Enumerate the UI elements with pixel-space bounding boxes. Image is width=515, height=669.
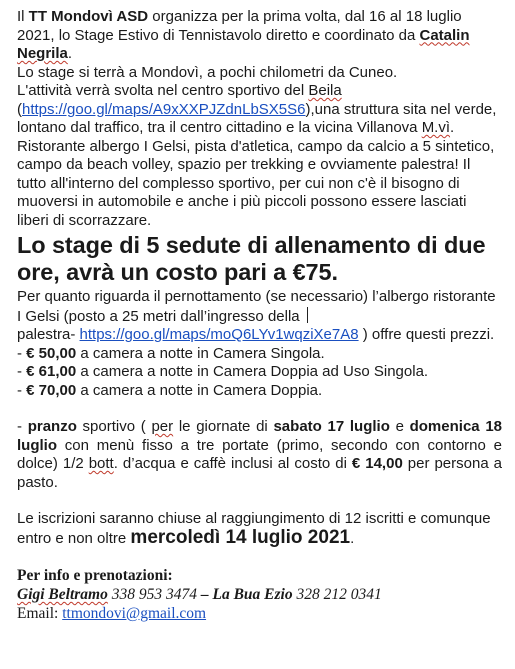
lunch-text: sportivo ( xyxy=(76,418,152,435)
lunch-text: per persona a pasto. xyxy=(17,455,503,491)
venue-name: Beila xyxy=(308,82,342,99)
bullet-dash: - xyxy=(17,381,27,399)
lunch-day: domenica 18 luglio xyxy=(17,418,503,454)
price-text: a camera a notte in Camera Doppia. xyxy=(76,381,323,399)
hotel-text: ) offre questi prezzi. xyxy=(358,326,495,343)
price-item xyxy=(17,382,502,401)
lunch-text: . d’acqua e caffè inclusi al costo di xyxy=(113,455,352,472)
contact-phone: 328 212 0341 xyxy=(292,586,382,603)
price-headline: Lo stage di 5 sedute di allenamento di due ore, avrà un costo pari a €75. xyxy=(17,232,486,285)
contacts-heading: Per info e prenotazioni: xyxy=(17,567,173,584)
price-value: € 61,00 xyxy=(26,363,77,380)
price-item xyxy=(17,363,502,382)
bullet-dash: - xyxy=(17,363,27,380)
contacts-phones xyxy=(17,585,502,604)
contact-separator: – xyxy=(196,586,213,603)
spacer xyxy=(17,400,502,418)
lunch-text: e xyxy=(389,418,410,435)
closing-text: . xyxy=(350,529,355,547)
contacts-email xyxy=(17,604,502,623)
contact-name: Gigi Beltramo xyxy=(17,586,108,603)
spacer xyxy=(17,492,502,510)
hotel-text: Per quanto riguarda il pernottamento (se necessario) l’albergo ristorante I Gelsi (posto a 25 metri dall’ingresso della xyxy=(17,288,496,325)
deadline-date: mercoledì 14 luglio 2021 xyxy=(130,526,351,548)
venue-map-link[interactable]: https://goo.gl/maps/A9xXXPJZdnLbSX5S6 xyxy=(22,100,306,118)
document-body xyxy=(17,8,502,623)
club-name: TT Mondovì ASD xyxy=(28,8,149,25)
coach-name: Catalin Negrila xyxy=(17,26,470,62)
venue-paragraph xyxy=(17,82,502,230)
intro-paragraph xyxy=(17,8,502,64)
bullet-dash: - xyxy=(17,344,27,362)
lunch-text: con menù fisso a tre portate (primo, secondo con contorno e dolce) 1/2 xyxy=(17,436,502,472)
lunch-text: per xyxy=(151,418,174,435)
hotel-paragraph xyxy=(17,288,502,345)
venue-text: ( xyxy=(17,100,22,118)
venue-text: ),una struttura sita nel verde, lontano dal traffico, tra il centro cittadino e la vicina Villanova xyxy=(17,100,497,136)
closing-text: Le iscrizioni saranno chiuse al raggiungimento di 12 iscritti e comunque entro e non oltre xyxy=(17,510,491,547)
text-cursor xyxy=(307,307,308,323)
price-value: € 50,00 xyxy=(26,344,77,362)
lunch-text: le giornate di xyxy=(173,418,274,435)
intro-text: . xyxy=(67,45,73,62)
price-item xyxy=(17,345,502,364)
venue-text: . Ristorante albergo I Gelsi, pista d'atletica, campo da calcio a 5 sintetico, campo da beach volley, spazio per trekking e ovviamente palestra! Il tutto all'interno del complesso sportivo, per cui non c'è il bisogno di muoversi in automobile e anche i più piccoli possono essere lasciati liberi di scorrazzare. xyxy=(17,119,495,229)
email-link[interactable]: ttmondovi@gmail.com xyxy=(62,605,207,622)
email-label: Email: xyxy=(17,605,63,622)
intro-text: Il xyxy=(17,8,29,25)
bullet-dash: - xyxy=(17,418,28,435)
price-value: € 70,00 xyxy=(26,381,77,399)
closing-paragraph xyxy=(17,510,502,548)
hotel-map-link[interactable]: https://goo.gl/maps/moQ6LYv1wqziXe7A8 xyxy=(79,326,359,343)
price-text: a camera a notte in Camera Doppia ad Uso Singola. xyxy=(76,363,429,380)
lunch-label: pranzo xyxy=(27,418,77,435)
spacer xyxy=(17,548,502,566)
venue-text: L'attività verrà svolta nel centro sportivo del xyxy=(17,82,309,99)
contact-name: La Bua Ezio xyxy=(212,586,293,603)
intro-text: organizza per la prima volta, dal 16 al 18 luglio 2021, lo Stage Estivo di Tennistavolo diretto e coordinato da xyxy=(17,8,462,44)
town-abbrev: M.vì xyxy=(421,119,451,136)
lunch-price: € 14,00 xyxy=(351,455,403,472)
lunch-text: bott xyxy=(88,455,114,472)
contacts-block xyxy=(17,566,502,623)
price-text: a camera a notte in Camera Singola. xyxy=(76,344,325,362)
location-paragraph xyxy=(17,64,502,83)
lunch-day: sabato 17 luglio xyxy=(273,418,390,435)
hotel-text: palestra- xyxy=(17,326,80,343)
location-text: Lo stage si terrà a Mondovì, a pochi chilometri da Cuneo. xyxy=(17,63,398,81)
contact-phone: 338 953 3474 xyxy=(107,586,197,603)
lunch-paragraph xyxy=(17,418,502,492)
